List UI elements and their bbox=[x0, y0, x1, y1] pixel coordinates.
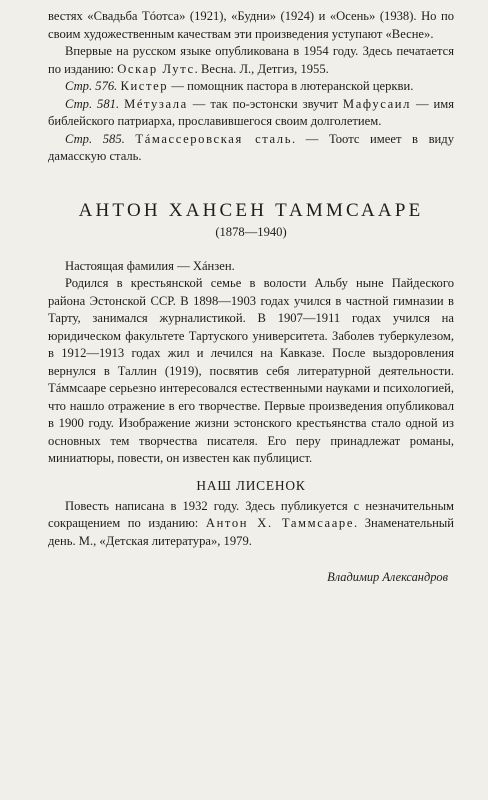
note-581-text: — так по-эстонски звучит bbox=[187, 96, 343, 111]
note-581 bbox=[48, 96, 454, 131]
continued-paragraph bbox=[48, 8, 454, 43]
biography bbox=[48, 258, 454, 468]
publication-note bbox=[48, 43, 454, 78]
note-576-text: — помощник пастора в лютеранской церкви. bbox=[168, 79, 414, 93]
note-585-term: Тáмассеровская сталь bbox=[135, 131, 293, 146]
story-note-rest: . Знаменательный день. М., «Детская литература», 1979. bbox=[48, 516, 455, 548]
note-581-text2: — имя библейского патриарха, прославившегося своим долголетием. bbox=[48, 96, 454, 128]
publication-note-author: Оскар Лутс bbox=[117, 61, 195, 76]
note-576-ref: Стр. 576. bbox=[65, 79, 118, 93]
publication-note-rest: . Весна. Л., Детгиз, 1955. bbox=[194, 61, 329, 76]
bio-paragraph: Родился в крестьянской семье в волости Альбу ныне Пайдеского района Эстонской ССР. В 1898—1903 годах учился в частной гимназии в Тарту, занимался журналистикой. В 1907—1911 годах учился на юридическом факультете Тартуского университета. Заболев туберкулезом, в 1912—1913 годах жил и лечился на Кавказе. После выздоровления вернулся в Таллин (1919), посвятив себя литературной деятельности. Тáммсааре серьезно интересовался естественными науками и психологией, что нашло отражение в его творчестве. Первые произведения опубликовал в 1900 году. Изображение жизни эстонского крестьянства стало одной из основных тем творчества писателя. Его перу принадлежат романы, миниатюры, повести, он известен как публицист. bbox=[48, 276, 454, 465]
note-585-text: . — Тоотс имеет в виду дамасскую сталь. bbox=[48, 131, 455, 163]
publication-note-intro: Впервые на русском языке опубликована в 1954 году. Здесь печатается по изданию: bbox=[48, 44, 454, 76]
story-note-intro: Повесть написана в 1932 году. Здесь публикуется с незначительным сокращением по изданию: bbox=[48, 498, 454, 530]
author-heading: АНТОН ХАНСЕН ТАММСААРЕ bbox=[78, 199, 424, 221]
note-581-term: Мéтузала bbox=[124, 96, 188, 111]
continued-paragraph-text: вестях «Свадьба Тóотса» (1921), «Будни» (1924) и «Осень» (1938). Но по своим художественным качествам эти произведения уступают «Весне». bbox=[48, 9, 454, 41]
bio-real-name: Настоящая фамилия — Хáнзен. bbox=[65, 258, 235, 273]
story-note bbox=[48, 498, 454, 551]
note-576-term: Кистер bbox=[120, 79, 169, 93]
note-585 bbox=[48, 131, 454, 166]
signature: Владимир Александров bbox=[327, 570, 448, 584]
note-581-ref: Стр. 581. bbox=[65, 96, 120, 111]
story-note-author: Антон Х. Таммсааре bbox=[205, 516, 355, 530]
note-585-ref: Стр. 585. bbox=[65, 131, 125, 146]
note-576 bbox=[48, 78, 454, 96]
note-581-term2: Мафусаил bbox=[342, 96, 412, 111]
author-years: (1878—1940) bbox=[215, 224, 287, 239]
story-title: НАШ ЛИСЕНОК bbox=[196, 477, 306, 493]
